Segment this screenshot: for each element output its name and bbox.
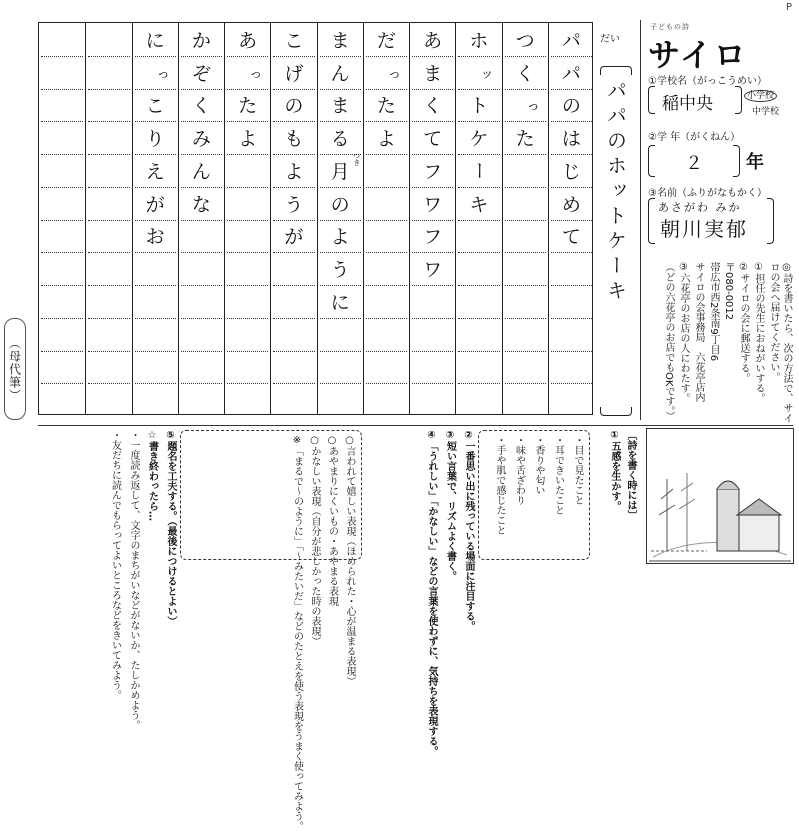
brand-subtitle: 子どもの詩 xyxy=(650,23,690,31)
grid-char: フ xyxy=(423,160,443,183)
grid-char: っ xyxy=(526,99,540,115)
grid-char: く xyxy=(515,62,535,85)
grid-char: た xyxy=(376,95,396,118)
school-value: 稲中央 xyxy=(662,94,713,114)
grid-char: キ xyxy=(469,193,489,216)
side-note xyxy=(4,318,26,420)
grid-char: た xyxy=(515,128,535,151)
grid-char: パ xyxy=(561,29,581,52)
tip-expressions: ○言われて嬉しい表現（ほめられた・心が温まる表現） ○あやまりにくいもの・あやまる表現 ○かなしい表現（自分が悲しかった時の表現） ※「まるで～のように」「～みたいだ」などのたとえを使う表現をうまく使ってみよう。 xyxy=(180,430,362,560)
grid-char: の xyxy=(330,193,350,216)
grid-char: ト xyxy=(469,95,489,118)
grid-char: に xyxy=(330,291,350,314)
grid-char: こ xyxy=(145,95,165,118)
grid-char: て xyxy=(561,226,581,249)
grid-column xyxy=(548,23,594,414)
grid-char: な xyxy=(191,193,211,216)
grid-column xyxy=(132,23,178,414)
grid-column xyxy=(317,23,363,414)
grid-char: る xyxy=(330,128,350,151)
grid-char: ま xyxy=(423,62,443,85)
grid-char: ま xyxy=(330,95,350,118)
grid-char: よ xyxy=(238,128,258,151)
grid-column xyxy=(39,23,85,414)
poem-title: パパのホットケーキ xyxy=(603,80,628,305)
grid-char: に xyxy=(145,29,165,52)
grade-label: ②学 年（がくねん） xyxy=(648,132,741,143)
grid-char: め xyxy=(561,193,581,216)
grid-char: た xyxy=(238,95,258,118)
manuscript-grid xyxy=(38,22,593,415)
grid-char: つ xyxy=(515,29,535,52)
grid-char: じ xyxy=(561,160,581,183)
school-type-middle: 中学校 xyxy=(752,107,780,117)
grid-char: ケ xyxy=(469,128,489,151)
grid-char: ん xyxy=(330,62,350,85)
divider xyxy=(640,20,641,420)
grid-char: フ xyxy=(423,226,443,249)
grid-char: だ xyxy=(376,29,396,52)
grid-char: こ xyxy=(284,29,304,52)
tip-senses: ・目で見たこと ・耳できいたこと ・香りや匂い ・味や舌ざわり ・手や肌で感じたこと xyxy=(478,430,590,560)
grid-char: が xyxy=(145,193,165,216)
grid-char: の xyxy=(561,95,581,118)
brand-logo: サイロ xyxy=(648,36,748,74)
grid-char: パ xyxy=(561,62,581,85)
silo-illustration xyxy=(646,428,794,564)
instruction: ②サイロの会に郵送する。 xyxy=(738,262,749,383)
grid-column xyxy=(455,23,501,414)
grid-char: っ xyxy=(249,66,263,82)
grid-char: え xyxy=(145,160,165,183)
grid-char: っ xyxy=(156,66,170,82)
tips-main: ②一番思い出に残っている場面に注目する。 ③短い言葉で、リズムよく書く。 ④「うれしい」「かなしい」などの言葉を使わずに、気持ちを表現する。 xyxy=(426,430,474,756)
grid-column xyxy=(178,23,224,414)
grid-char: ホ xyxy=(469,29,489,52)
grid-char: げ xyxy=(284,62,304,85)
grid-char: よ xyxy=(284,160,304,183)
grid-char: の xyxy=(284,95,304,118)
grid-char: よ xyxy=(376,128,396,151)
grid-char: っ xyxy=(387,66,401,82)
grid-column xyxy=(363,23,409,414)
name-label: ③名前（ふりがなもかく） xyxy=(648,188,767,199)
grid-char: あ xyxy=(423,29,443,52)
grid-char: ー xyxy=(467,160,490,180)
tips-finish: ⑤題名を工夫する。（最後につけるとよい） ☆書き終わったら… ・一度読み返して、文字のまちがいなどがないか、たしかめよう。 ・友だちに読んでもらってよいところなどをきいてみよう。 xyxy=(109,430,176,730)
grid-char: は xyxy=(561,128,581,151)
grid-char: み xyxy=(191,128,211,151)
grid-char: も xyxy=(284,128,304,151)
grade-field[interactable] xyxy=(648,145,740,175)
grid-char: ワ xyxy=(423,193,443,216)
instruction: 〒080-0012 xyxy=(723,262,734,321)
grid-char: が xyxy=(284,226,304,249)
ruby: つき xyxy=(352,152,361,166)
name-field[interactable] xyxy=(648,198,774,242)
grade-value: ２ xyxy=(685,153,703,174)
name-furigana: あさがわ みか xyxy=(658,201,742,214)
page-mark: P xyxy=(786,2,793,13)
grid-char: う xyxy=(330,259,350,282)
grid-column xyxy=(85,23,131,414)
instruction: （どの六花亭のお店でもOKです。） xyxy=(663,262,674,422)
instruction: ①担任の先生におねがいする。 xyxy=(753,262,764,403)
grid-char: お xyxy=(145,226,165,249)
grade-unit: 年 xyxy=(746,152,764,173)
horizontal-divider xyxy=(38,425,793,426)
grid-char: ま xyxy=(330,29,350,52)
school-label: ①学校名（がっこうめい） xyxy=(648,76,767,87)
title-box xyxy=(598,66,634,416)
grid-column xyxy=(270,23,316,414)
silo-barn-icon xyxy=(647,429,793,563)
school-field[interactable] xyxy=(648,86,742,112)
grid-char: ん xyxy=(191,160,211,183)
instruction: ③六花亭のお店の人にわたす。 xyxy=(678,262,689,403)
school-type-elem: 小学校 xyxy=(744,88,777,101)
tips-header: 〔詩を書く時には〕 ①五感を生かす。 xyxy=(609,430,636,520)
grid-char: か xyxy=(191,29,211,52)
grid-column xyxy=(409,23,455,414)
instructions xyxy=(650,262,793,424)
grid-column xyxy=(502,23,548,414)
grid-char: あ xyxy=(238,29,258,52)
grid-column xyxy=(224,23,270,414)
grid-char: く xyxy=(423,95,443,118)
grid-char: よ xyxy=(330,226,350,249)
grid-char: ぞ xyxy=(191,62,211,85)
grid-char: ッ xyxy=(480,66,494,82)
side-note-text: （母代筆） xyxy=(7,336,22,402)
grid-char: う xyxy=(284,193,304,216)
title-label: だい xyxy=(600,34,620,45)
instruction: 帯広市西2条南9丁目6 xyxy=(708,262,719,362)
name-value: 朝川実郁 xyxy=(660,217,748,241)
grid-char: て xyxy=(423,128,443,151)
instruction: ◎詩を書いたら、次の方法で、サイロの会へ届けてください。 xyxy=(768,262,792,423)
grid-char: 月 xyxy=(330,160,350,183)
grid-char: ワ xyxy=(423,259,443,282)
grid-char: り xyxy=(145,128,165,151)
grid-char: く xyxy=(191,95,211,118)
instruction: サイロの会事務局 六花亭店内 xyxy=(693,262,704,402)
